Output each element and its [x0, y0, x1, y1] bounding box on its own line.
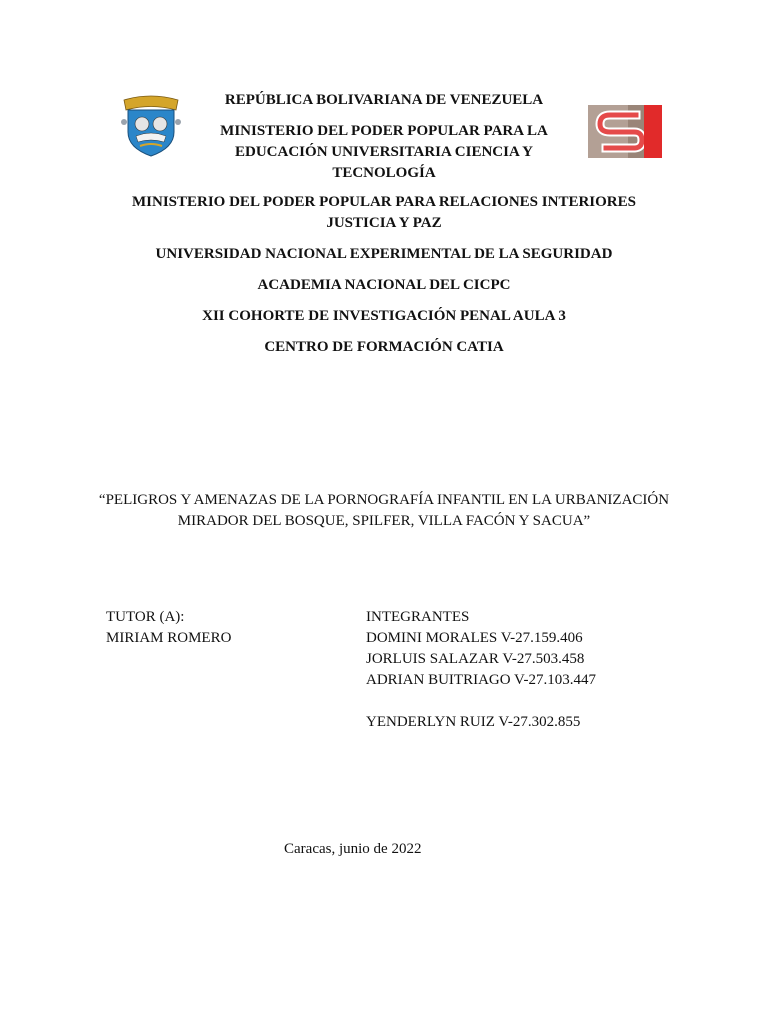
- header-cohorte: XII COHORTE DE INVESTIGACIÓN PENAL AULA 3: [202, 308, 566, 324]
- header-republica: REPÚBLICA BOLIVARIANA DE VENEZUELA: [224, 92, 544, 108]
- header-academia: ACADEMIA NACIONAL DEL CICPC: [257, 277, 511, 293]
- member-item: JORLUIS SALAZAR V-27.503.458: [366, 651, 585, 667]
- tutor-block: [106, 607, 231, 649]
- header-ministerio-educacion: MINISTERIO DEL PODER POPULAR PARA LA EDUCACIÓN UNIVERSITARIA CIENCIA Y TECNOLOGÍA: [220, 123, 548, 181]
- tutor-name: MIRIAM ROMERO: [106, 630, 232, 646]
- header-universidad: UNIVERSIDAD NACIONAL EXPERIMENTAL DE LA SEGURIDAD: [155, 246, 613, 262]
- s-logo-icon: [588, 105, 662, 158]
- member-item: DOMINI MORALES V-27.159.406: [366, 630, 583, 646]
- tutor-label: TUTOR (A):: [106, 609, 185, 625]
- integrantes-label: INTEGRANTES: [366, 609, 470, 625]
- header-ministerio-interiores: MINISTERIO DEL PODER POPULAR PARA RELACIONES INTERIORES JUSTICIA Y PAZ: [132, 194, 636, 231]
- document-title: “PELIGROS Y AMENAZAS DE LA PORNOGRAFÍA INFANTIL EN LA URBANIZACIÓN MIRADOR DEL BOSQUE, SPILFER, VILLA FACÓN Y SACUA”: [98, 492, 670, 529]
- header-centro: CENTRO DE FORMACIÓN CATIA: [264, 339, 504, 355]
- place-date: Caracas, junio de 2022: [284, 841, 422, 857]
- member-item: YENDERLYN RUIZ V-27.302.855: [366, 714, 581, 730]
- integrantes-block: [366, 607, 596, 733]
- member-item: ADRIAN BUITRIAGO V-27.103.447: [366, 672, 597, 688]
